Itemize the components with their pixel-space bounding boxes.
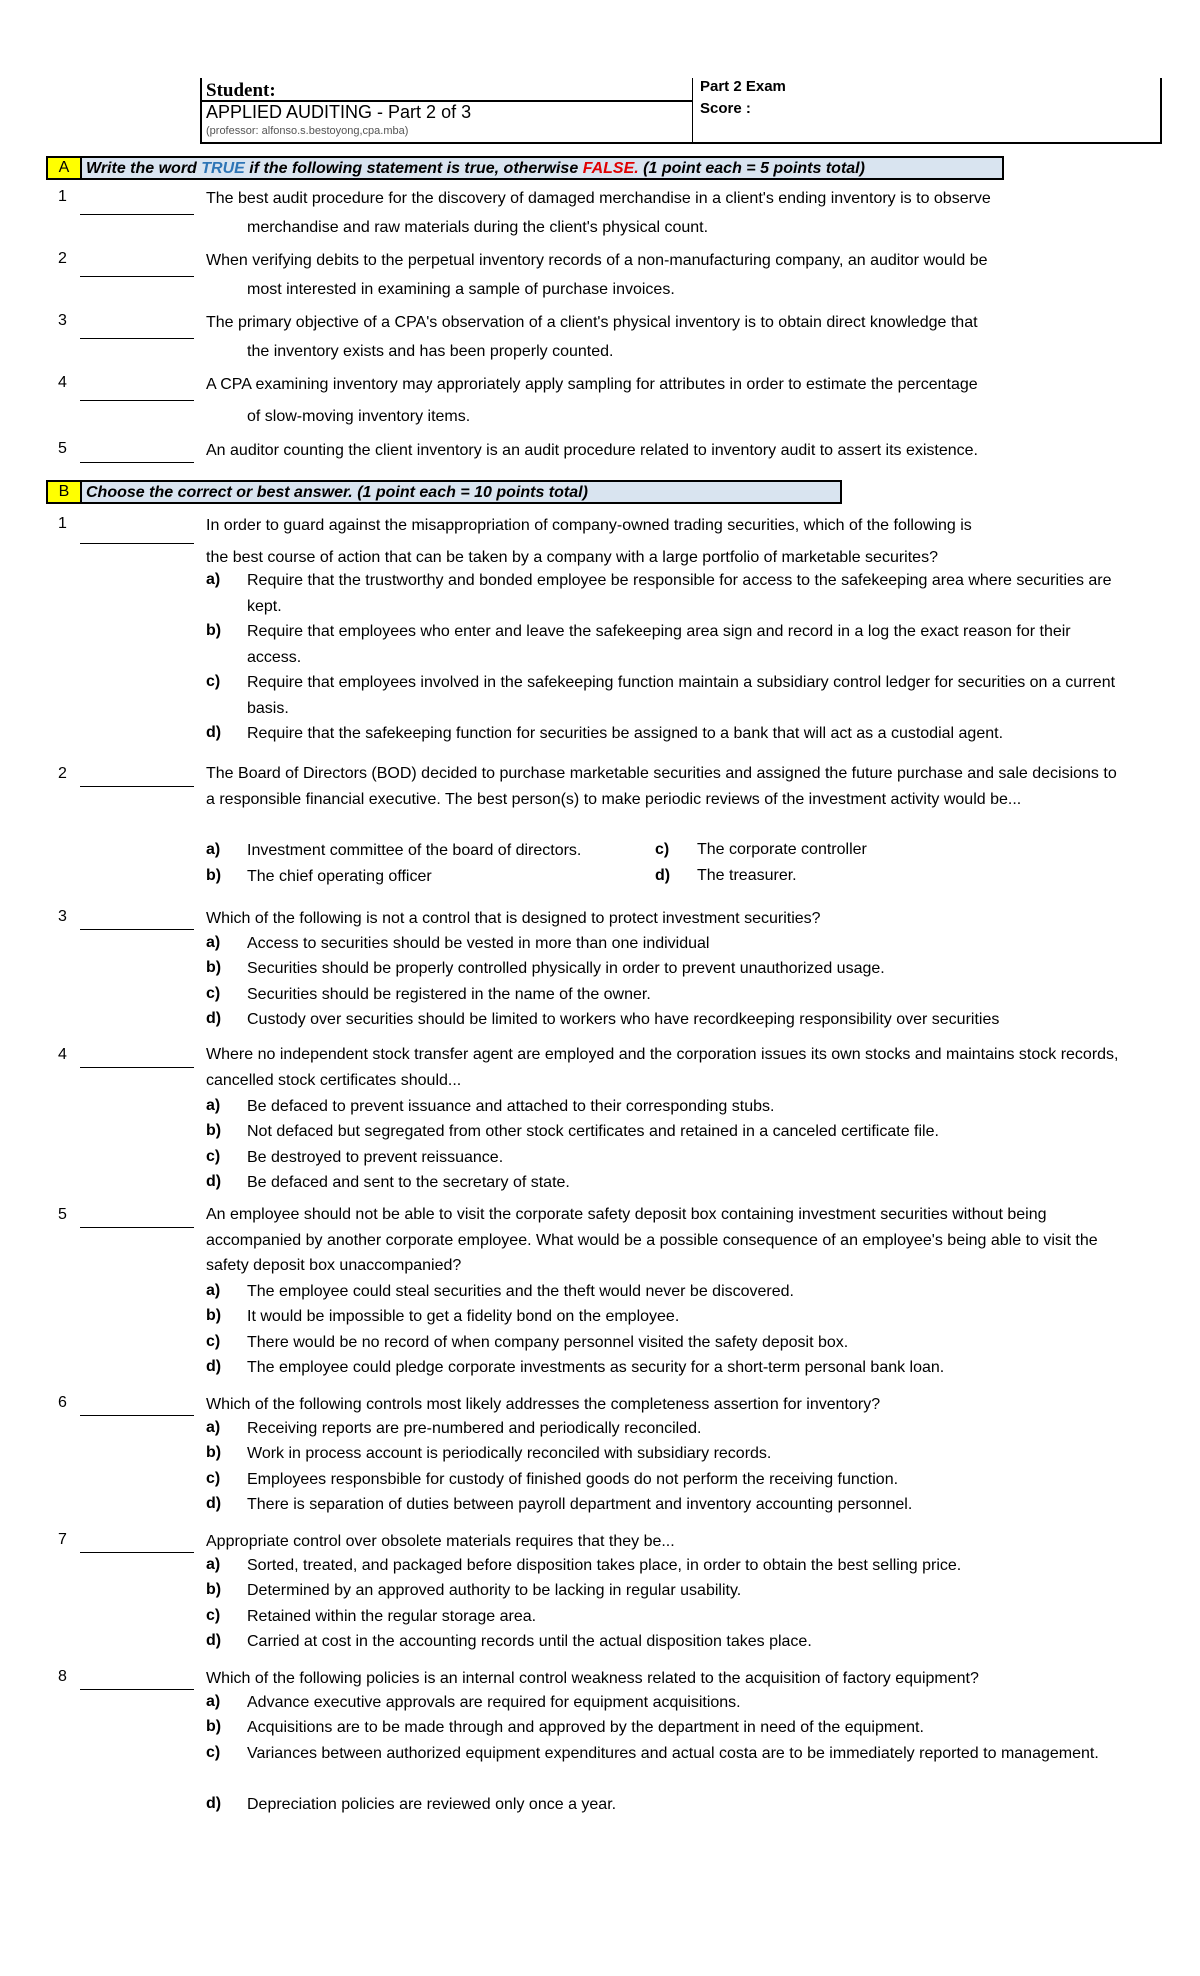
b-question-number: 1 (58, 515, 67, 532)
option-letter: b) (206, 867, 222, 884)
section-a-letter: A (48, 158, 82, 178)
option-text: There would be no record of when company personnel visited the safety deposit box. (247, 1334, 849, 1351)
option-letter: b) (206, 959, 222, 976)
option-letter: d) (206, 1632, 222, 1649)
option-letter: d) (206, 1495, 222, 1512)
option-text: Not defaced but segregated from other stock certificates and retained in a canceled certificate file. (247, 1123, 939, 1140)
b-question-stem-line1: In order to guard against the misappropriation of company-owned trading securities, which of the following is (206, 517, 972, 534)
header-divider (692, 78, 693, 142)
b-question-stem: Which of the following policies is an internal control weakness related to the acquisition of factory equipment? (206, 1670, 979, 1687)
option-letter: d) (206, 1795, 222, 1812)
b-question-stem: Where no independent stock transfer agent are employed and the corporation issues its own stocks and maintains stock records, cancelled stock certificates should... (206, 1046, 1119, 1089)
option-text: Be defaced to prevent issuance and attached to their corresponding stubs. (247, 1098, 775, 1115)
option-letter: b) (206, 1307, 222, 1324)
option-text: Carried at cost in the accounting records until the actual disposition takes place. (247, 1633, 812, 1650)
instruction-part-2: if the following statement is true, otherwise (249, 160, 579, 177)
option-letter: b) (206, 1581, 222, 1598)
a-item-number: 3 (58, 312, 67, 329)
b-question-number: 4 (58, 1046, 67, 1063)
option-text: Determined by an approved authority to be lacking in regular usability. (247, 1582, 742, 1599)
option-letter: a) (206, 934, 221, 951)
option-text: Employees responsbible for custody of finished goods do not perform the receiving function. (247, 1471, 899, 1488)
option-letter: c) (206, 1333, 221, 1350)
b-question-stem: Appropriate control over obsolete materials requires that they be... (206, 1533, 675, 1550)
a-answer-blank[interactable] (80, 276, 194, 277)
option-letter: d) (206, 1358, 222, 1375)
section-a-header (46, 156, 1004, 180)
option-text: Depreciation policies are reviewed only once a year. (247, 1796, 617, 1813)
b-question-stem-line2: the best course of action that can be taken by a company with a large portfolio of marketable securites? (206, 549, 938, 566)
option-text: The chief operating officer (247, 868, 432, 885)
option-text: The employee could steal securities and the theft would never be discovered. (247, 1283, 794, 1300)
a-statement-line2: most interested in examining a sample of purchase invoices. (247, 281, 675, 298)
a-item-number: 2 (58, 250, 67, 267)
option-letter: c) (206, 1744, 221, 1761)
student-label: Student: (206, 80, 276, 101)
a-statement-line1: The best audit procedure for the discovery of damaged merchandise in a client's ending inventory is to observe (206, 190, 991, 207)
a-item-number: 5 (58, 440, 67, 457)
a-answer-blank[interactable] (80, 462, 194, 463)
option-text: Require that the safekeeping function for securities be assigned to a bank that will act as a custodial agent. (247, 725, 1004, 742)
option-letter: b) (206, 1718, 222, 1735)
option-text: Acquisitions are to be made through and approved by the department in need of the equipment. (247, 1719, 924, 1736)
b-answer-blank[interactable] (80, 543, 194, 544)
b-question-stem: Which of the following controls most likely addresses the completeness assertion for inventory? (206, 1396, 881, 1413)
option-letter: a) (206, 1419, 221, 1436)
option-text: It would be impossible to get a fidelity bond on the employee. (247, 1308, 680, 1325)
option-text: Be defaced and sent to the secretary of state. (247, 1174, 570, 1191)
b-question-stem: An employee should not be able to visit the corporate safety deposit box containing investment securities without being accompanied by another corporate employee. What would be a possible consequence of an employee's being able to visit the safety deposit box unaccompanied? (206, 1206, 1098, 1274)
exam-part-label: Part 2 Exam (700, 78, 786, 95)
b-answer-blank[interactable] (80, 1689, 194, 1690)
option-text: Be destroyed to prevent reissuance. (247, 1149, 504, 1166)
a-item-number: 1 (58, 188, 67, 205)
b-answer-blank[interactable] (80, 1415, 194, 1416)
a-statement-line1: When verifying debits to the perpetual inventory records of a non-manufacturing company, an auditor would be (206, 252, 988, 269)
a-statement-line2: merchandise and raw materials during the client's physical count. (247, 219, 709, 236)
b-question-number: 5 (58, 1206, 67, 1223)
b-question-number: 2 (58, 765, 67, 782)
option-text: Receiving reports are pre-numbered and periodically reconciled. (247, 1420, 702, 1437)
b-question-number: 6 (58, 1394, 67, 1411)
option-letter: a) (206, 1556, 221, 1573)
option-text: The corporate controller (697, 841, 867, 858)
b-answer-blank[interactable] (80, 1067, 194, 1068)
option-letter: c) (206, 985, 221, 1002)
option-text: Sorted, treated, and packaged before disposition takes place, in order to obtain the best selling price. (247, 1557, 962, 1574)
a-answer-blank[interactable] (80, 338, 194, 339)
section-a-instruction (86, 159, 865, 179)
option-text: Require that employees involved in the safekeeping function maintain a subsidiary control ledger for securities on a current basis. (247, 674, 1116, 717)
section-b-instruction: Choose the correct or best answer. (1 point each = 10 points total) (86, 484, 588, 501)
option-letter: c) (206, 1148, 221, 1165)
exam-header (200, 78, 1162, 144)
option-letter: d) (655, 867, 671, 884)
a-statement-line1: The primary objective of a CPA's observation of a client's physical inventory is to obtain direct knowledge that (206, 314, 978, 331)
option-text: Securities should be registered in the name of the owner. (247, 986, 651, 1003)
section-b-header (46, 480, 842, 504)
option-letter: a) (206, 1282, 221, 1299)
option-text: Access to securities should be vested in more than one individual (247, 935, 710, 952)
a-statement-line2: of slow-moving inventory items. (247, 408, 471, 425)
option-text: Require that employees who enter and leave the safekeeping area sign and record in a log the exact reason for their access. (247, 623, 1071, 666)
section-b-letter: B (48, 482, 82, 502)
option-letter: c) (206, 1470, 221, 1487)
b-question-stem: Which of the following is not a control that is designed to protect investment securities? (206, 910, 821, 927)
b-question-number: 3 (58, 908, 67, 925)
true-word: TRUE (201, 160, 245, 177)
option-letter: c) (206, 1607, 221, 1624)
b-question-number: 8 (58, 1668, 67, 1685)
a-statement-line1: An auditor counting the client inventory is an audit procedure related to inventory audit to assert its existence. (206, 442, 978, 459)
option-text: The treasurer. (697, 867, 797, 884)
course-title: APPLIED AUDITING - Part 2 of 3 (206, 102, 472, 122)
option-letter: b) (206, 622, 222, 639)
option-text: There is separation of duties between payroll department and inventory accounting personnel. (247, 1496, 913, 1513)
option-letter: b) (206, 1122, 222, 1139)
option-text: Securities should be properly controlled physically in order to prevent unauthorized usage. (247, 960, 885, 977)
b-answer-blank[interactable] (80, 786, 194, 787)
option-letter: b) (206, 1444, 222, 1461)
option-letter: c) (655, 841, 670, 858)
option-text: The employee could pledge corporate investments as security for a short-term personal bank loan. (247, 1359, 945, 1376)
option-text: Work in process account is periodically reconciled with subsidiary records. (247, 1445, 772, 1462)
a-item-number: 4 (58, 374, 67, 391)
b-answer-blank[interactable] (80, 1227, 194, 1228)
option-letter: d) (206, 1010, 222, 1027)
option-text: Custody over securities should be limited to workers who have recordkeeping responsibility over securities (247, 1011, 1000, 1028)
option-letter: a) (206, 571, 221, 588)
option-letter: a) (206, 841, 221, 858)
score-label: Score : (700, 100, 751, 117)
option-text: Variances between authorized equipment expenditures and actual costa are to be immediately reported to management. (247, 1745, 1099, 1762)
false-word: FALSE. (582, 160, 639, 177)
a-statement-line1: A CPA examining inventory may approriately apply sampling for attributes in order to estimate the percentage (206, 376, 978, 393)
option-letter: d) (206, 1173, 222, 1190)
professor-label: (professor: alfonso.s.bestoyong,cpa.mba) (206, 125, 409, 137)
instruction-part-1: Write the word (86, 160, 197, 177)
option-letter: d) (206, 724, 222, 741)
b-question-stem: The Board of Directors (BOD) decided to purchase marketable securities and assigned the future purchase and sale decisions to a responsible financial executive. The best person(s) to make periodic reviews of the investment activity would be... (206, 765, 1117, 808)
b-answer-blank[interactable] (80, 929, 194, 930)
option-text: Advance executive approvals are required for equipment acquisitions. (247, 1694, 741, 1711)
instruction-part-3: (1 point each = 5 points total) (643, 160, 865, 177)
option-letter: c) (206, 673, 221, 690)
option-letter: a) (206, 1693, 221, 1710)
a-answer-blank[interactable] (80, 400, 194, 401)
a-answer-blank[interactable] (80, 214, 194, 215)
option-letter: a) (206, 1097, 221, 1114)
b-question-number: 7 (58, 1531, 67, 1548)
option-text: Require that the trustworthy and bonded employee be responsible for access to the safekeeping area where securities are kept. (247, 572, 1112, 615)
b-answer-blank[interactable] (80, 1552, 194, 1553)
option-text: Investment committee of the board of directors. (247, 842, 582, 859)
a-statement-line2: the inventory exists and has been properly counted. (247, 343, 614, 360)
option-text: Retained within the regular storage area. (247, 1608, 537, 1625)
